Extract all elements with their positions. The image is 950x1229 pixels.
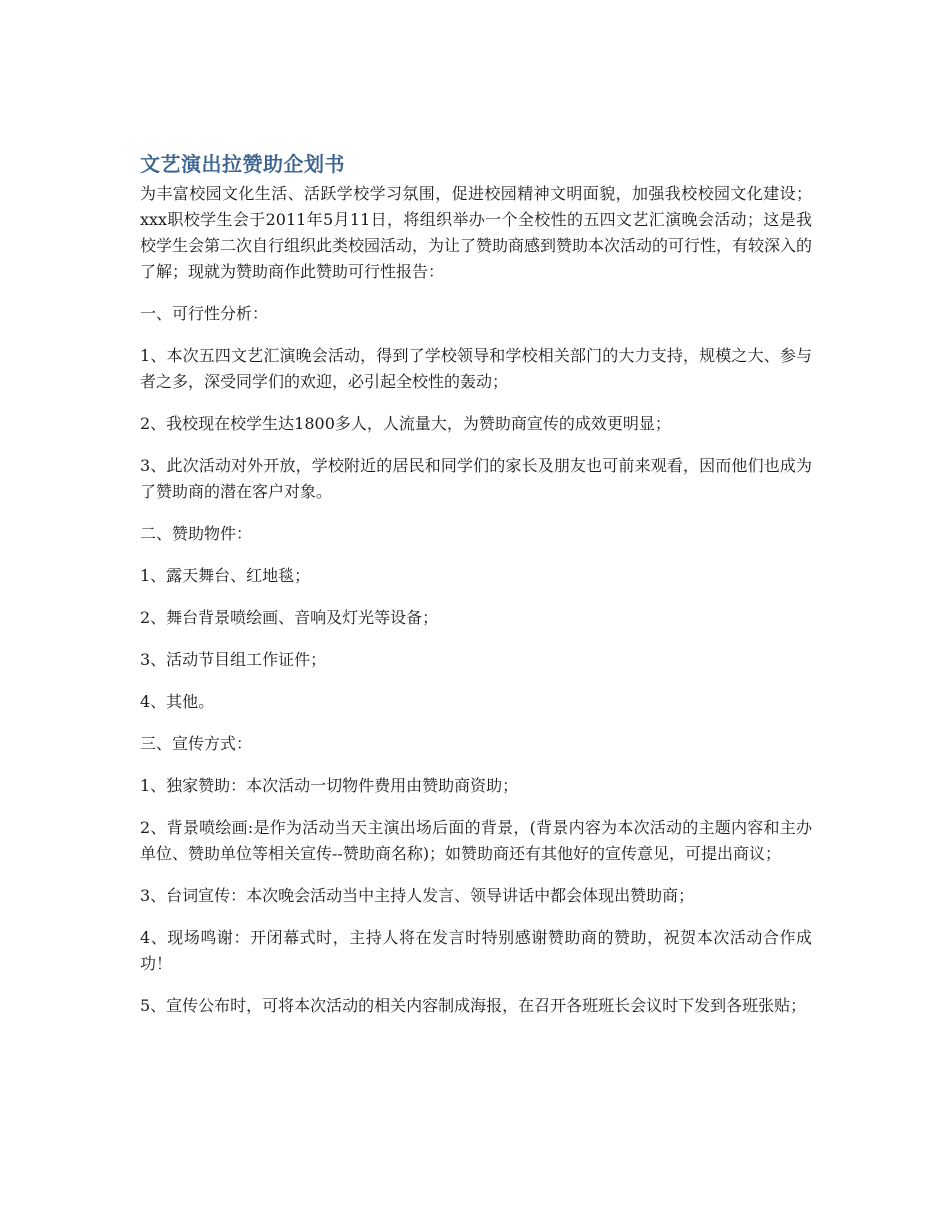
feasibility-item-1: 1、本次五四文艺汇演晚会活动，得到了学校领导和学校相关部门的大力支持，规模之大、参与者之多，深受同学们的欢迎，必引起全校性的轰动； — [140, 346, 812, 391]
intro-paragraph: 为丰富校园文化生活、活跃学校学习氛围，促进校园精神文明面貌，加强我校校园文化建设；xxx职校学生会于2011年5月11日，将组织举办一个全校性的五四文艺汇演晚会活动；这是我校学生会第二次自行组织此类校园活动，为让了赞助商感到赞助本次活动的可行性，有较深入的了解；现就为赞助商作此赞助可行性报告： — [140, 184, 813, 281]
document-page — [140, 150, 812, 1035]
sponsorship-item-4: 4、其他。 — [140, 692, 215, 711]
promotion-item-2: 2、背景喷绘画:是作为活动当天主演出场后面的背景，(背景内容为本次活动的主题内容和主办单位、赞助单位等相关宣传--赞助商名称)；如赞助商还有其他好的宣传意见，可提出商议； — [140, 818, 812, 863]
feasibility-item-3: 3、此次活动对外开放，学校附近的居民和同学们的家长及朋友也可前来观看，因而他们也成为了赞助商的潜在客户对象。 — [140, 456, 812, 501]
sponsorship-item-3: 3、活动节目组工作证件； — [140, 650, 327, 669]
promotion-item-5: 5、宣传公布时，可将本次活动的相关内容制成海报，在召开各班班长会议时下发到各班张贴； — [140, 996, 807, 1015]
sponsorship-item-2: 2、舞台背景喷绘画、音响及灯光等设备； — [140, 608, 439, 627]
section-heading-promotion: 三、宣传方式： — [140, 734, 253, 753]
promotion-item-1: 1、独家赞助：本次活动一切物件费用由赞助商资助； — [140, 776, 519, 795]
section-heading-sponsorship-items: 二、赞助物件： — [140, 524, 253, 543]
promotion-item-3: 3、台词宣传：本次晚会活动当中主持人发言、领导讲话中都会体现出赞助商； — [140, 886, 695, 905]
section-heading-feasibility: 一、可行性分析： — [140, 304, 269, 323]
document-title: 文艺演出拉赞助企划书 — [140, 152, 345, 176]
feasibility-item-2: 2、我校现在校学生达1800多人，人流量大，为赞助商宣传的成效更明显； — [140, 414, 671, 433]
sponsorship-item-1: 1、露天舞台、红地毯； — [140, 566, 311, 585]
promotion-item-4: 4、现场鸣谢：开闭幕式时，主持人将在发言时特别感谢赞助商的赞助，祝贺本次活动合作成功！ — [140, 928, 812, 973]
